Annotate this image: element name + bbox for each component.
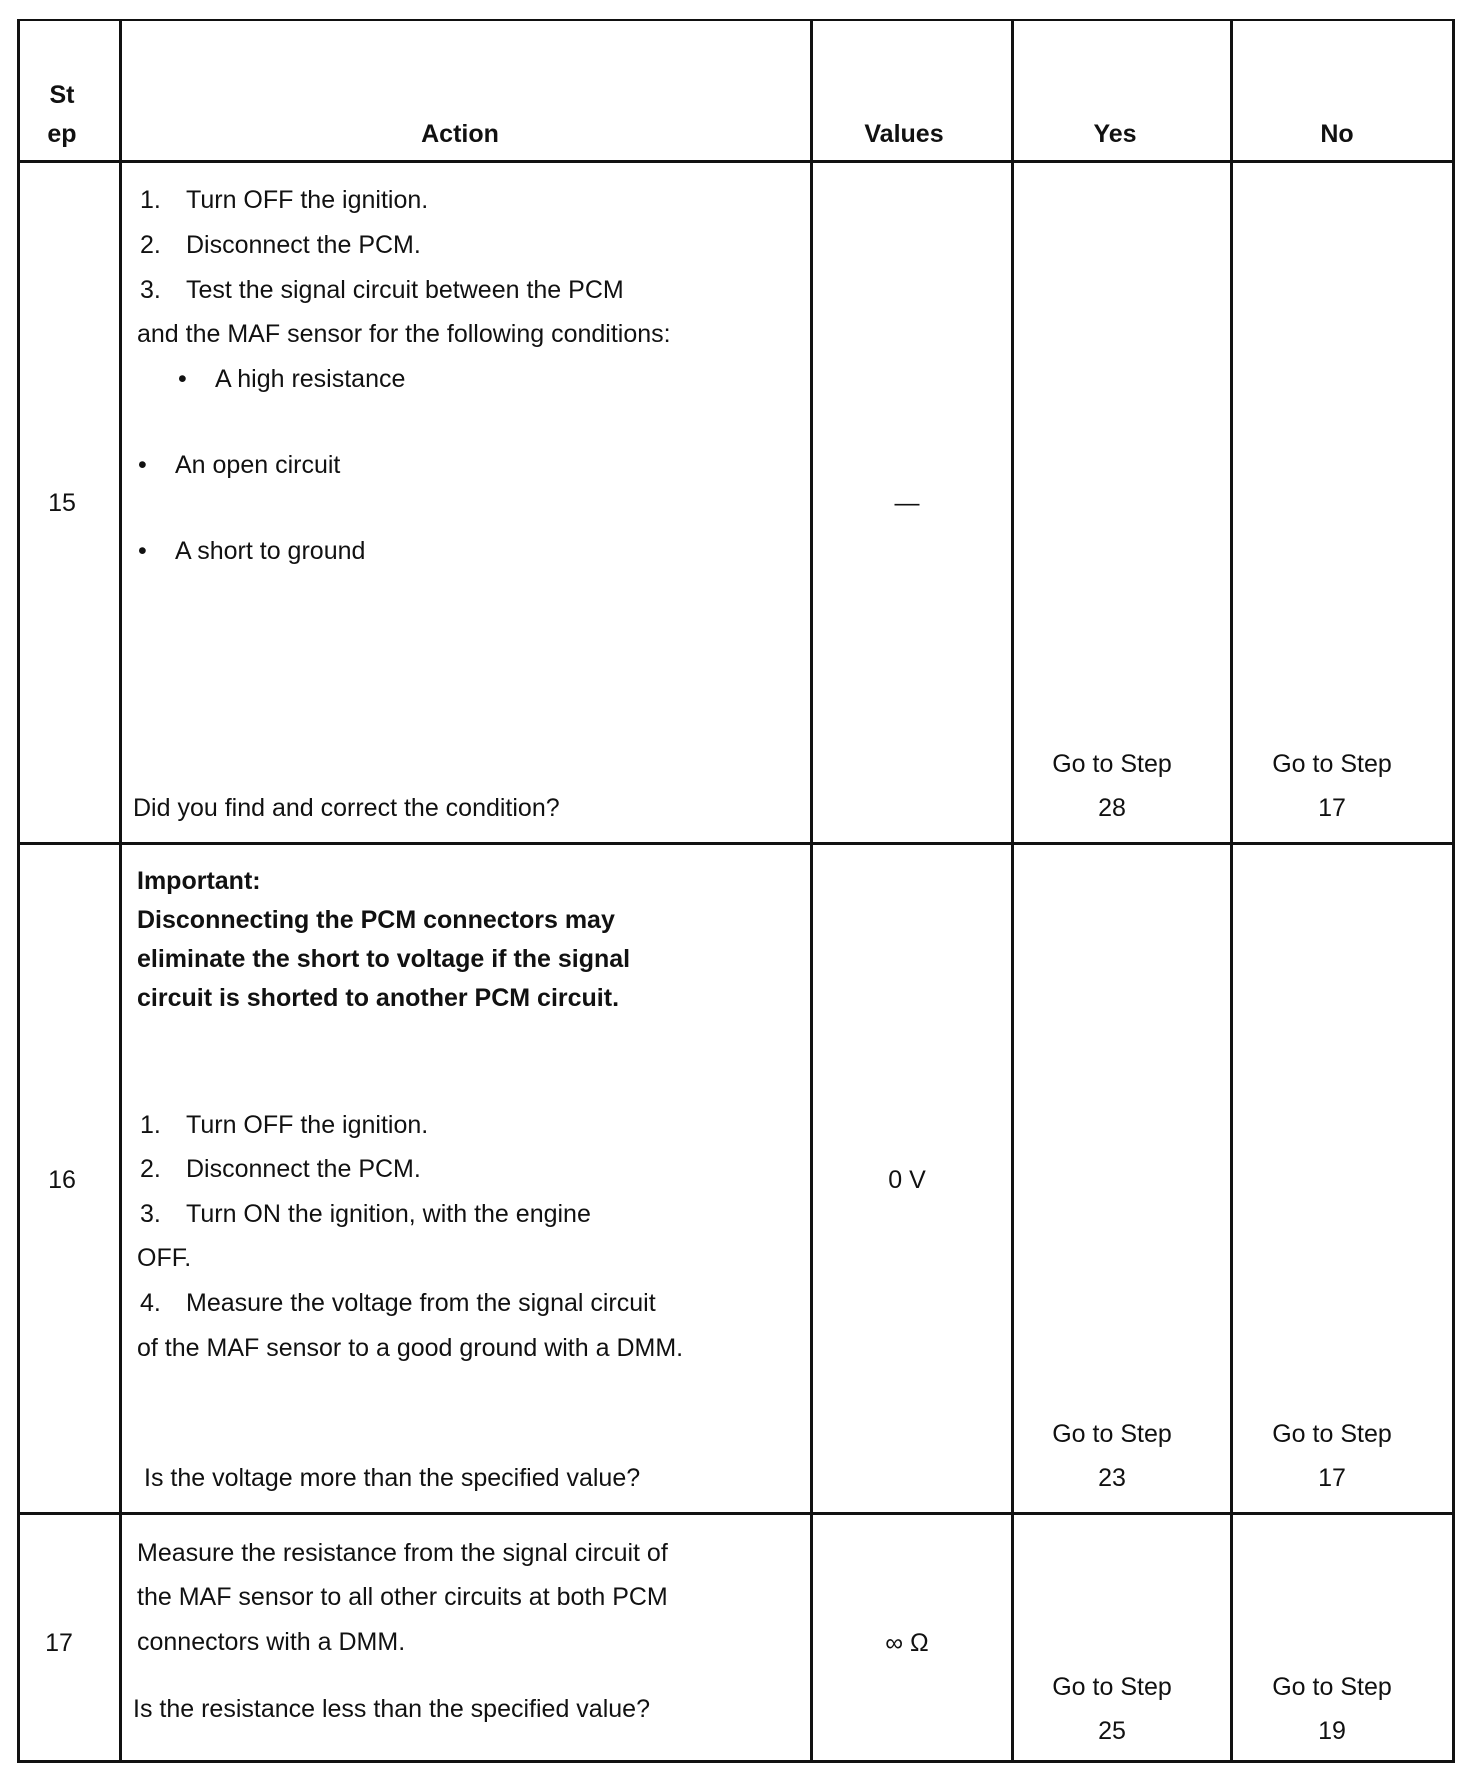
important-text: eliminate the short to voltage if the signal xyxy=(137,945,631,973)
important-text: circuit is shorted to another PCM circuit. xyxy=(137,984,620,1012)
action-list-item: 3. Turn ON the ignition, with the engine xyxy=(140,1200,591,1228)
no-goto-label: Go to Step xyxy=(1272,1420,1392,1448)
yes-goto-label: Go to Step xyxy=(1052,1420,1172,1448)
action-line: Measure the resistance from the signal circuit of xyxy=(137,1539,668,1567)
column-divider xyxy=(1011,19,1014,1763)
action-list-item: 2. Disconnect the PCM. xyxy=(140,1155,421,1183)
yes-goto-step: 23 xyxy=(1098,1464,1126,1492)
header-step-line2: ep xyxy=(47,120,77,148)
action-line: the MAF sensor to all other circuits at both PCM xyxy=(137,1583,668,1611)
row-divider xyxy=(17,842,1455,845)
no-goto-step: 17 xyxy=(1318,794,1346,822)
no-goto-label: Go to Step xyxy=(1272,750,1392,778)
yes-goto-label: Go to Step xyxy=(1052,1673,1172,1701)
header-yes: Yes xyxy=(1093,120,1137,148)
no-goto-step: 17 xyxy=(1318,1464,1346,1492)
no-goto-step: 19 xyxy=(1318,1717,1346,1745)
column-divider xyxy=(1230,19,1233,1763)
yes-goto-step: 25 xyxy=(1098,1717,1126,1745)
header-step-line1: St xyxy=(49,81,75,109)
action-bullet: • A high resistance xyxy=(178,365,406,393)
row-divider xyxy=(17,1512,1455,1515)
column-divider xyxy=(810,19,813,1763)
action-list-item: 1. Turn OFF the ignition. xyxy=(140,1111,429,1139)
action-question: Is the resistance less than the specified value? xyxy=(133,1695,650,1723)
yes-goto-label: Go to Step xyxy=(1052,750,1172,778)
important-text: Disconnecting the PCM connectors may xyxy=(137,906,615,934)
step-number: 15 xyxy=(48,489,76,517)
important-heading: Important: xyxy=(137,867,261,895)
header-action: Action xyxy=(421,120,499,148)
action-bullet: • A short to ground xyxy=(138,537,366,565)
action-list-item: 3. Test the signal circuit between the PCM xyxy=(140,276,624,304)
value-cell: 0 V xyxy=(888,1166,926,1194)
action-line: connectors with a DMM. xyxy=(137,1628,406,1656)
header-no: No xyxy=(1320,120,1354,148)
action-continuation: OFF. xyxy=(137,1244,192,1272)
row-divider xyxy=(17,160,1455,163)
value-cell: ∞ Ω xyxy=(885,1629,929,1657)
action-list-item: 4. Measure the voltage from the signal circuit xyxy=(140,1289,656,1317)
action-list-item: 1. Turn OFF the ignition. xyxy=(140,186,429,214)
action-continuation: of the MAF sensor to a good ground with a DMM. xyxy=(137,1334,684,1362)
action-list-item: 2. Disconnect the PCM. xyxy=(140,231,421,259)
step-number: 16 xyxy=(48,1166,76,1194)
yes-goto-step: 28 xyxy=(1098,794,1126,822)
header-values: Values xyxy=(864,120,944,148)
action-question: Is the voltage more than the specified value? xyxy=(144,1464,641,1492)
no-goto-label: Go to Step xyxy=(1272,1673,1392,1701)
step-number: 17 xyxy=(45,1629,73,1657)
action-question: Did you find and correct the condition? xyxy=(133,794,560,822)
column-divider xyxy=(119,19,122,1763)
action-continuation: and the MAF sensor for the following conditions: xyxy=(137,320,671,348)
action-bullet: • An open circuit xyxy=(138,451,341,479)
value-cell: — xyxy=(894,489,920,517)
